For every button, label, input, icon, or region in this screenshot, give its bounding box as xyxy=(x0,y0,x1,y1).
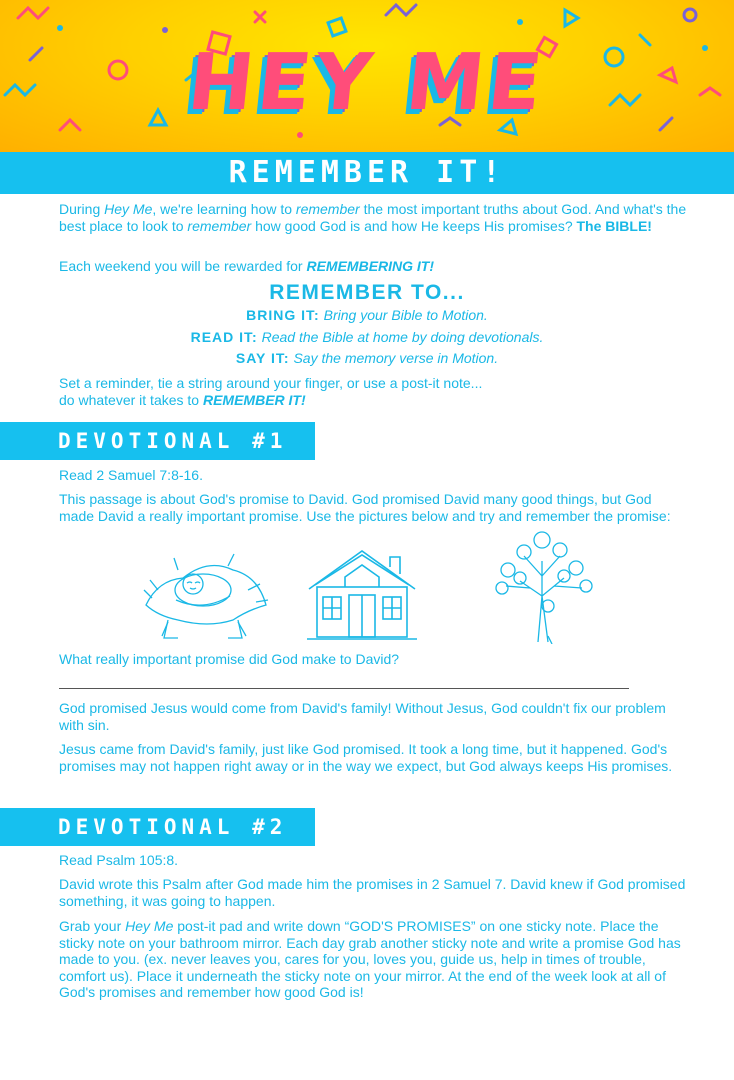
hero-header xyxy=(0,0,734,152)
devotional-2-para2: Grab your Hey Me post-it pad and write down “GOD'S PROMISES” on one sticky note. Place the sticky note on your bathroom mirror. Each day grab another sticky note and write a promise God has made to you. (ex. never leaves you, cares for you, loves you, guide us, help in times of trouble, comfort us). Place it underneath the sticky note on your mirror. At the end of the week look at all of God's promises and remember how good God is! xyxy=(59,918,681,1000)
remember-it-banner-title: REMEMBER IT! xyxy=(228,155,506,190)
devotional-2-banner xyxy=(0,808,315,846)
intro-paragraph: During Hey Me, we're learning how to remember the most important truths about God. And what's the best place to look to remember how good God is and how He keeps His promises? The BIBLE! xyxy=(59,201,687,234)
say-it-line: SAY IT: Say the memory verse in Motion. xyxy=(235,350,499,366)
devotional-2-para1: David wrote this Psalm after God made him the promises in 2 Samuel 7. David knew if God promised something, it was going to happen. xyxy=(59,876,686,909)
devotional-1-passage: This passage is about God's promise to David. God promised David many good things, but God made David a really important promise. Use the pictures below and try and remember the promise: xyxy=(59,491,671,524)
remember-it-banner xyxy=(0,152,734,194)
devotional-1-title: DEVOTIONAL #1 xyxy=(58,429,288,453)
devotional-1-question: What really important promise did God make to David? xyxy=(59,651,400,667)
remember-to-heading: REMEMBER TO... xyxy=(269,281,465,304)
devotional-2-read: Read Psalm 105:8. xyxy=(59,852,179,868)
hero-title: HEY ME xyxy=(183,38,551,128)
baby-in-manger-icon xyxy=(138,550,270,642)
devotional-1-answer: God promised Jesus would come from David's family! Without Jesus, God couldn't fix our problem with sin. xyxy=(59,700,666,733)
devotional-1-read: Read 2 Samuel 7:8-16. xyxy=(59,467,203,483)
read-it-line: READ IT: Read the Bible at home by doing devotionals. xyxy=(190,329,544,345)
devotional-2-title: DEVOTIONAL #2 xyxy=(58,815,288,839)
house-icon xyxy=(305,547,420,642)
reminder-paragraph: Set a reminder, tie a string around your finger, or use a post-it note... do whatever it takes to REMEMBER IT! xyxy=(59,375,483,408)
devotional-1-closing: Jesus came from David's family, just like God promised. It took a long time, but it happened. God's promises may not happen right away or in the way we expect, but God always keeps His promises. xyxy=(59,741,673,774)
devotional-1-banner xyxy=(0,422,315,460)
weekend-paragraph: Each weekend you will be rewarded for REMEMBERING IT! xyxy=(59,258,435,274)
bring-it-line: BRING IT: Bring your Bible to Motion. xyxy=(246,307,488,323)
family-tree-icon xyxy=(490,526,598,644)
answer-line[interactable] xyxy=(59,688,629,689)
